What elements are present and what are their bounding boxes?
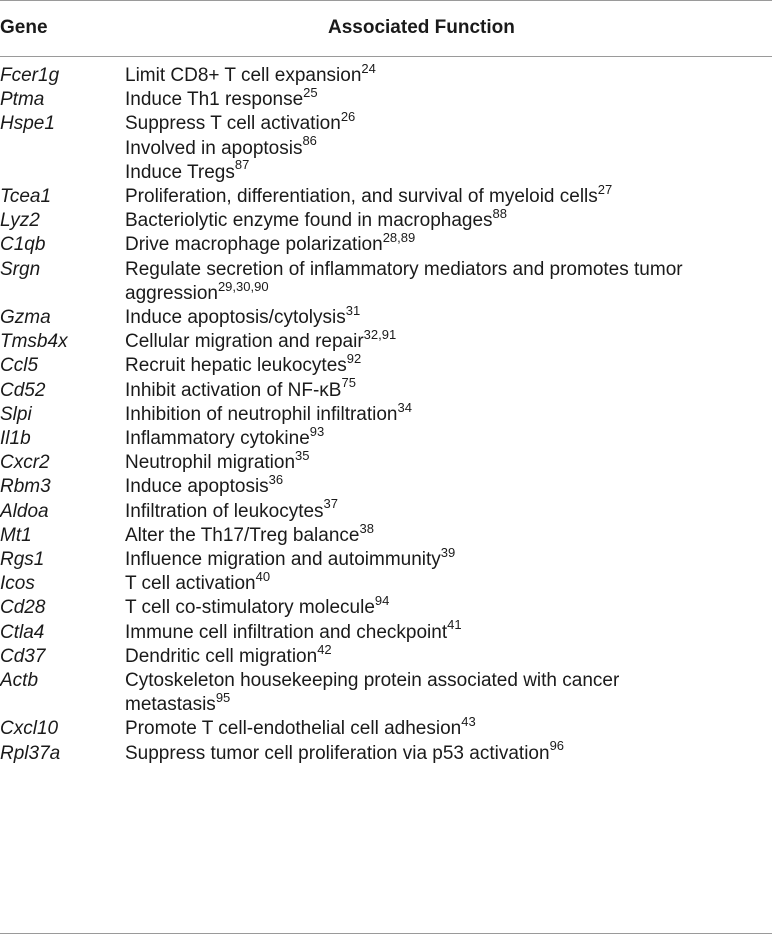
table-row <box>0 326 772 354</box>
gene-name: Cd52 <box>0 379 46 401</box>
associated-function <box>125 593 765 620</box>
table-row <box>0 351 772 378</box>
function-line <box>125 714 765 741</box>
associated-function <box>125 641 765 669</box>
reference-superscript: 92 <box>346 351 362 367</box>
gene-name: Mt1 <box>0 524 32 546</box>
gene-name: Cd37 <box>0 645 46 667</box>
associated-function <box>125 496 765 524</box>
reference-superscript: 36 <box>268 472 284 488</box>
function-text: Suppress T cell activation <box>125 113 341 135</box>
reference-superscript: 86 <box>302 133 317 149</box>
function-text: Infiltration of leukocytes <box>125 500 324 522</box>
gene-name: Actb <box>0 670 39 692</box>
table-bottom-rule <box>0 933 772 934</box>
function-line <box>125 278 765 306</box>
reference-superscript: 87 <box>234 157 250 173</box>
function-line <box>125 181 765 209</box>
table-row <box>0 230 772 257</box>
function-line <box>125 568 765 596</box>
associated-function <box>125 738 765 766</box>
function-text: Regulate secretion of inflammatory mediators and promotes tumor <box>125 258 683 280</box>
table-row <box>0 60 772 88</box>
function-line <box>125 230 765 257</box>
function-line <box>125 472 765 499</box>
reference-superscript: 93 <box>309 423 325 439</box>
associated-function <box>125 351 765 378</box>
table-row <box>0 520 772 548</box>
associated-function <box>125 714 765 741</box>
table-row <box>0 593 772 620</box>
function-text: Inhibit activation of NF-κB <box>125 379 342 401</box>
reference-superscript: 31 <box>345 302 361 318</box>
associated-function <box>125 205 765 233</box>
associated-function <box>125 230 765 257</box>
reference-superscript: 27 <box>597 181 613 197</box>
gene-name: Aldoa <box>0 500 49 522</box>
associated-function <box>125 302 765 330</box>
associated-function <box>125 472 765 499</box>
gene-name: Ptma <box>0 89 45 111</box>
reference-superscript: 43 <box>461 714 476 730</box>
associated-function <box>125 326 765 354</box>
gene-name: Gzma <box>0 307 51 329</box>
function-line <box>125 302 765 330</box>
gene-name: Lyz2 <box>0 210 40 232</box>
associated-function <box>125 617 765 645</box>
reference-superscript: 39 <box>440 544 456 560</box>
header-associated-function: Associated Function <box>328 17 515 38</box>
table-row <box>0 258 772 306</box>
gene-name: Tcea1 <box>0 186 52 208</box>
function-text: Neutrophil migration <box>125 452 296 474</box>
function-line <box>125 423 765 451</box>
function-text: Cellular migration and repair <box>125 331 364 353</box>
gene-name: Il1b <box>0 428 31 450</box>
reference-superscript: 35 <box>295 447 310 463</box>
reference-superscript: 34 <box>397 399 412 415</box>
function-text: Recruit hepatic leukocytes <box>125 355 347 377</box>
gene-name: Rpl37a <box>0 742 61 764</box>
function-line <box>125 375 765 403</box>
table-body <box>0 60 772 766</box>
associated-function <box>125 375 765 403</box>
function-line <box>125 205 765 233</box>
table-row <box>0 641 772 669</box>
function-text: Proliferation, differentiation, and survival of myeloid cells <box>125 186 598 208</box>
function-text: Alter the Th17/Treg balance <box>125 524 360 546</box>
reference-superscript: 28,89 <box>382 230 416 246</box>
associated-function <box>125 544 765 572</box>
function-text: Induce Tregs <box>125 161 235 183</box>
table-row <box>0 472 772 499</box>
function-text: Induce Th1 response <box>125 89 304 111</box>
reference-superscript: 38 <box>359 520 374 536</box>
gene-name: Srgn <box>0 258 41 280</box>
function-text: Promote T cell-endothelial cell adhesion <box>125 718 462 740</box>
function-text: Suppress tumor cell proliferation via p53 activation <box>125 742 550 764</box>
function-line <box>125 84 765 112</box>
associated-function <box>125 84 765 112</box>
table-row <box>0 714 772 741</box>
function-line <box>125 399 765 427</box>
gene-name: Hspe1 <box>0 113 55 135</box>
function-line <box>125 738 765 766</box>
function-line <box>125 689 765 717</box>
reference-superscript: 42 <box>317 641 332 657</box>
function-text: Induce apoptosis/cytolysis <box>125 307 346 329</box>
associated-function <box>125 669 765 717</box>
associated-function <box>125 447 765 475</box>
reference-superscript: 37 <box>323 496 339 512</box>
function-text: Immune cell infiltration and checkpoint <box>125 621 448 643</box>
reference-superscript: 94 <box>374 593 390 609</box>
associated-function <box>125 60 765 88</box>
reference-superscript: 88 <box>492 205 507 221</box>
gene-name: Rbm3 <box>0 476 51 498</box>
gene-name: Cxcr2 <box>0 452 50 474</box>
table-row <box>0 375 772 403</box>
associated-function <box>125 181 765 209</box>
gene-name: Cxcl10 <box>0 718 59 740</box>
gene-name: Cd28 <box>0 597 46 619</box>
reference-superscript: 96 <box>549 738 565 754</box>
table-row <box>0 109 772 185</box>
table-row <box>0 181 772 209</box>
reference-superscript: 25 <box>303 84 318 100</box>
function-text: Cytoskeleton housekeeping protein associated with cancer <box>125 670 620 692</box>
reference-superscript: 95 <box>215 689 231 705</box>
reference-superscript: 41 <box>447 617 462 633</box>
table-row <box>0 544 772 572</box>
function-text: T cell co-stimulatory molecule <box>125 597 375 619</box>
associated-function <box>125 258 765 306</box>
associated-function <box>125 568 765 596</box>
function-text: metastasis <box>125 694 216 716</box>
reference-superscript: 40 <box>255 568 271 584</box>
function-text: Bacteriolytic enzyme found in macrophages <box>125 210 493 232</box>
function-text: Inhibition of neutrophil infiltration <box>125 403 398 425</box>
function-line <box>125 617 765 645</box>
function-line <box>125 109 765 136</box>
function-line <box>125 60 765 88</box>
header-gene: Gene <box>0 17 48 38</box>
function-text: Limit CD8+ T cell expansion <box>125 65 362 86</box>
function-text: Inflammatory cytokine <box>125 428 310 450</box>
header-rule <box>0 56 772 57</box>
table-row <box>0 738 772 766</box>
gene-name: Tmsb4x <box>0 331 68 353</box>
function-line <box>125 593 765 620</box>
function-line <box>125 133 765 161</box>
function-text: Drive macrophage polarization <box>125 234 383 256</box>
table-row <box>0 399 772 427</box>
table-row <box>0 423 772 451</box>
function-line <box>125 351 765 378</box>
function-text: T cell activation <box>125 573 256 595</box>
function-line <box>125 326 765 354</box>
table-row <box>0 617 772 645</box>
gene-name: Icos <box>0 573 35 595</box>
reference-superscript: 26 <box>340 109 356 125</box>
gene-name: Fcer1g <box>0 65 60 86</box>
function-text: aggression <box>125 282 218 304</box>
reference-superscript: 75 <box>341 375 356 391</box>
reference-superscript: 24 <box>361 60 376 76</box>
gene-name: Slpi <box>0 403 32 425</box>
table-row <box>0 669 772 717</box>
function-line <box>125 157 765 185</box>
table-row <box>0 447 772 475</box>
reference-superscript: 32,91 <box>363 326 397 342</box>
function-line <box>125 447 765 475</box>
function-line <box>125 641 765 669</box>
associated-function <box>125 399 765 427</box>
function-line <box>125 496 765 524</box>
table-row <box>0 496 772 524</box>
gene-name: C1qb <box>0 234 46 256</box>
reference-superscript: 29,30,90 <box>217 278 269 294</box>
function-line <box>125 544 765 572</box>
gene-name: Ctla4 <box>0 621 45 643</box>
function-text: Influence migration and autoimmunity <box>125 549 441 571</box>
table-header <box>0 0 772 57</box>
gene-name: Ccl5 <box>0 355 39 377</box>
table-row <box>0 84 772 112</box>
associated-function <box>125 423 765 451</box>
function-text: Induce apoptosis <box>125 476 269 498</box>
associated-function <box>125 109 765 185</box>
function-text: Involved in apoptosis <box>125 137 303 159</box>
gene-name: Rgs1 <box>0 549 45 571</box>
function-text: Dendritic cell migration <box>125 645 318 667</box>
